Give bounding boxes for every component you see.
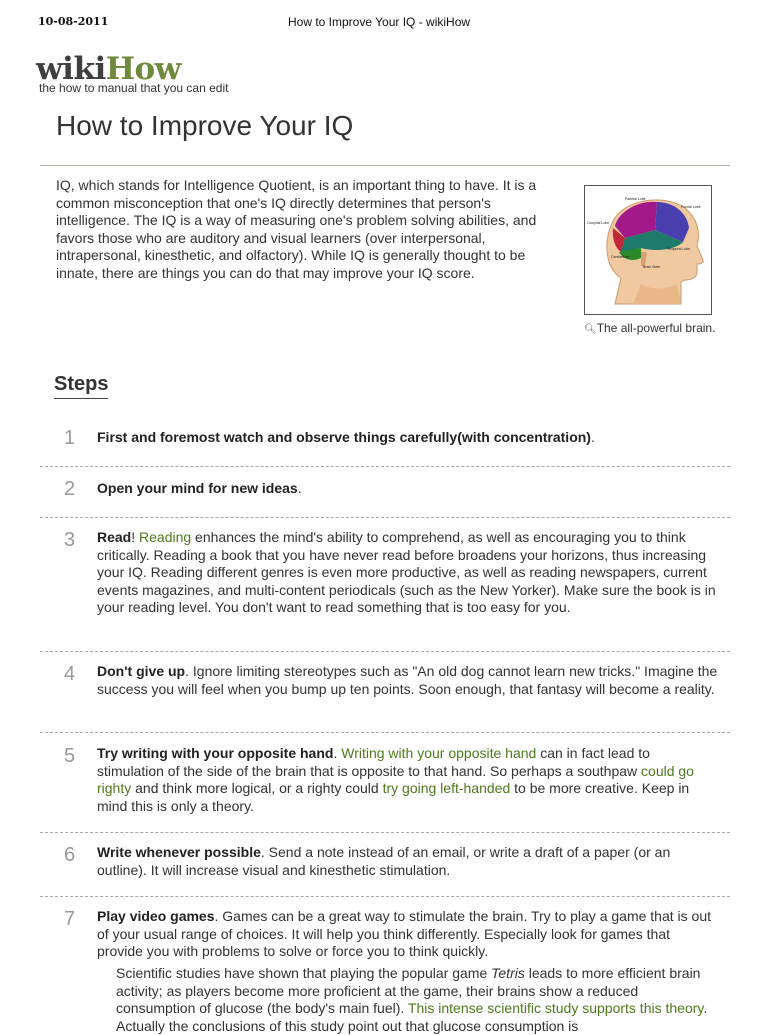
step-text: can in fact lead to stimulation of the side of the brain that is opposite to that hand. So perhaps a southpaw	[97, 745, 650, 779]
step-divider	[40, 517, 730, 518]
step-text: .	[590, 429, 595, 445]
step-number: 3	[64, 529, 76, 551]
label-cerebellum: Cerebellum	[611, 255, 629, 259]
step-number: 4	[64, 663, 76, 685]
step-heading: Play video games	[97, 908, 215, 924]
reading-link[interactable]: Reading	[139, 529, 192, 545]
scientific-study-link[interactable]: This intense scientific study supports this theory	[407, 1000, 704, 1016]
step-heading: Open your mind for new ideas	[97, 480, 298, 496]
go-left-handed-link[interactable]: try going left-handed	[382, 780, 511, 796]
step-heading: Read	[97, 529, 132, 545]
step-divider	[40, 466, 730, 467]
label-brain-stem: Brain Stem	[643, 265, 661, 269]
step-text: . Ignore limiting stereotypes such as "An old dog cannot learn new tricks." Imagine the success you will feel when you bump up ten points. Soon enough, that fantasy will become a reality.	[97, 663, 718, 697]
note-text: Scientific studies have shown that playing the popular game	[116, 965, 492, 981]
step-text: .	[333, 745, 342, 761]
intro-paragraph: IQ, which stands for Intelligence Quotient, is an important thing to have. It is a common misconception that one's IQ directly determines that person's intelligence. The IQ is a way of measuring one's problem solving abilities, and favors those who are auditory and visual learners (over interpersonal, intrapersonal, kinesthetic, and olfactory). While IQ is generally thought to be innate, there are things you can do that may improve your IQ score.	[56, 177, 537, 281]
title-divider	[40, 165, 730, 166]
page-title: How to Improve Your IQ	[56, 110, 354, 141]
step-divider	[40, 832, 730, 833]
step-divider	[40, 896, 730, 897]
brain-image[interactable]	[584, 185, 712, 315]
step-heading: Try writing with your opposite hand	[97, 745, 334, 761]
label-occipital: Occipital Lobe	[587, 221, 610, 225]
magnifier-icon[interactable]: 🔍︎	[584, 324, 597, 335]
label-frontal: Frontal Lobe	[681, 205, 701, 209]
step-number: 7	[64, 908, 76, 930]
note-text: leads to more efficient brain activity; as players become more proficient at the game, their brains show a reduced consumption of glucose (the body's main fuel).	[116, 965, 701, 1016]
label-parietal: Parietal Lobe	[625, 197, 646, 201]
opposite-hand-link[interactable]: Writing with your opposite hand	[341, 745, 537, 761]
step-number: 6	[64, 844, 76, 866]
step-text: enhances the mind's ability to comprehend, as well as encouraging you to think critically. Reading a book that you have never read before broadens your horizons, thus increasing your IQ. Reading different genres is even more productive, as well as reading newspapers, current events magazines, and multi-content periodicals (such as the New Yorker). Make sure the book is in your reading level. You don't want to read something that is too easy for you.	[97, 529, 716, 615]
step-number: 5	[64, 745, 76, 767]
logo-part-wiki: wiki	[36, 51, 106, 87]
print-date: 10-08-2011	[38, 15, 109, 28]
brain-diagram	[585, 186, 711, 314]
step-heading: First and foremost watch and observe things carefully(with concentration)	[97, 429, 591, 445]
step-number: 1	[64, 427, 76, 449]
print-doc-title: How to Improve Your IQ - wikiHow	[288, 15, 471, 29]
label-temporal: Temporal Lobe	[667, 247, 691, 251]
step-divider	[40, 732, 730, 733]
image-caption	[584, 320, 724, 338]
note-italic: Tetris	[491, 965, 525, 981]
steps-heading: Steps	[54, 372, 108, 399]
print-header	[0, 0, 768, 40]
step-heading: Don't give up	[97, 663, 186, 679]
caption-text: The all-powerful brain.	[596, 321, 716, 335]
logo-part-how: How	[105, 51, 181, 87]
step-7-note	[116, 965, 716, 1035]
step-text: to be more creative. Keep in mind this is only a theory.	[97, 780, 690, 814]
step-number: 2	[64, 478, 76, 500]
logo-tagline: the how to manual that you can edit	[39, 81, 229, 95]
step-heading: Write whenever possible	[97, 844, 261, 860]
note-text: . Actually the conclusions of this study point out that glucose consumption is	[116, 1000, 708, 1034]
step-text: !	[131, 529, 140, 545]
step-text: .	[297, 480, 302, 496]
step-text: . Games can be a great way to stimulate the brain. Try to play a game that is out of your usual range of choices. It will help you think differently. Especially look for games that provide you with problems to solve or force you to think quickly.	[97, 908, 711, 959]
step-text: and think more logical, or a righty could	[131, 780, 383, 796]
go-righty-link[interactable]: could go righty	[97, 762, 694, 796]
step-divider	[40, 651, 730, 652]
step-text: . Send a note instead of an email, or write a draft of a paper (or an outline). It will increase visual and kinesthetic stimulation.	[97, 844, 671, 878]
